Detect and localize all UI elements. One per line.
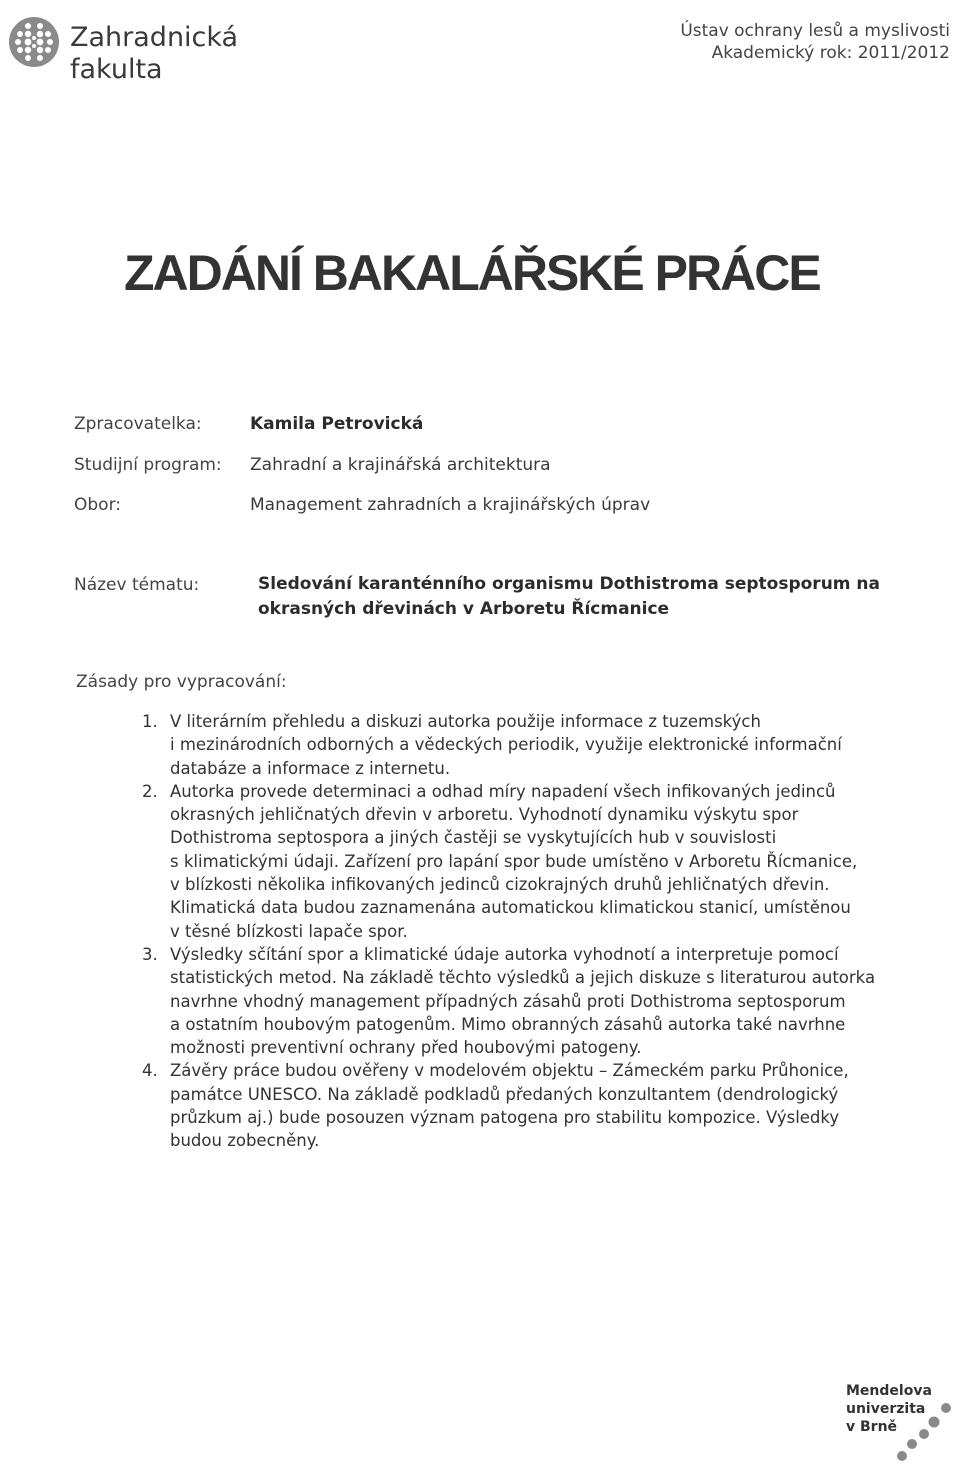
university-name (846, 1382, 932, 1436)
field-of-study-value: Management zahradních a krajinářských úprav (250, 495, 651, 515)
faculty-name (70, 22, 238, 86)
topic-label: Název tématu: (74, 575, 200, 595)
university-name-line2: univerzita (846, 1401, 926, 1417)
faculty-logo-icon (8, 16, 60, 68)
principles-list (140, 710, 920, 1153)
principle-item (140, 1059, 920, 1152)
principle-text: Autorka provede determinaci a odhad míry napadení všech infikovaných jedinců okrasných jehličnatých dřevin v arboretu. Vyhodnotí dynamiku výskytu spor Dothistroma septospora a jiných častěji se vyskytujících hub v souvislosti s klimatickými údaji. Zařízení pro lapání spor bude umístěno v Arboretu Řícmanice, v blízkosti několika infikovaných jedinců cizokrajných druhů jehličnatých dřevin. Klimatická data budou zaznamenána automatickou klimatickou stanicí, umístěnou v těsné blízkosti lapače spor. (170, 781, 858, 941)
principle-item (140, 710, 920, 780)
principle-text: Závěry práce budou ověřeny v modelovém objektu – Zámeckém parku Průhonice, památce UNESCO. Na základě podkladů předaných konzultantem (dendrologický průzkum aj.) bude posouzen význam patogena pro stabilitu kompozice. Výsledky budou zobecněny. (170, 1061, 849, 1151)
document-title: ZADÁNÍ BAKALÁŘSKÉ PRÁCE (124, 245, 820, 301)
university-name-line3: v Brně (846, 1419, 898, 1435)
program-label: Studijní program: (74, 455, 222, 475)
principle-number: 1. (142, 712, 158, 731)
field-of-study-label: Obor: (74, 495, 121, 515)
institute-info (680, 20, 950, 64)
university-name-line1: Mendelova (846, 1383, 932, 1399)
academic-year: Akademický rok: 2011/2012 (711, 43, 950, 63)
principle-text: V literárním přehledu a diskuzi autorka použije informace z tuzemských i mezinárodních odborných a vědeckých periodik, využije elektronické informační databáze a informace z internetu. (170, 712, 842, 778)
topic-value: Sledování karanténního organismu Dothistroma septosporum na okrasných dřevinách v Arboretu Řícmanice (258, 574, 881, 619)
principle-item (140, 943, 920, 1059)
faculty-name-line1: Zahradnická (70, 22, 239, 53)
faculty-name-line2: fakulta (70, 54, 163, 85)
author-value: Kamila Petrovická (250, 414, 424, 434)
institute-name: Ústav ochrany lesů a myslivosti (680, 21, 950, 41)
principle-item (140, 780, 920, 943)
principles-label: Zásady pro vypracování: (76, 672, 287, 692)
principle-text: Výsledky sčítání spor a klimatické údaje autorka vyhodnotí a interpretuje pomocí statistických metod. Na základě těchto výsledků a jejich diskuze s literaturou autorka navrhne vhodný management případných zásahů proti Dothistroma septosporum a ostatním houbovým patogenům. Mimo obranných zásahů autorka také navrhne možnosti preventivní ochrany před houbovými patogeny. (170, 944, 876, 1058)
principle-number: 2. (142, 781, 158, 801)
principle-number: 3. (142, 944, 158, 964)
author-label: Zpracovatelka: (74, 414, 202, 434)
program-value: Zahradní a krajinářská architektura (250, 455, 551, 475)
principle-number: 4. (142, 1061, 158, 1081)
